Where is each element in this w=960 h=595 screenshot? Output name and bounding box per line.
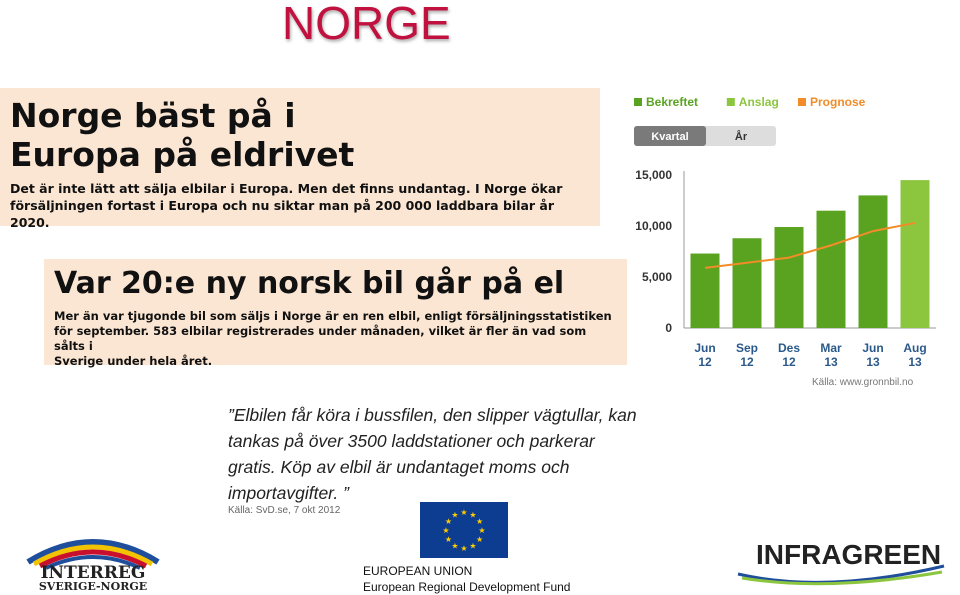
eu-star-icon: ★: [476, 517, 484, 526]
bar: [691, 254, 720, 328]
x-tick-label: Des: [777, 341, 801, 355]
legend-label: Bekreftet: [646, 95, 699, 109]
x-tick-label: 13: [824, 355, 838, 369]
y-tick-label: 15,000: [635, 168, 672, 182]
legend-swatch: [634, 98, 642, 106]
clip1-headline-1: Norge bäst på i: [10, 96, 296, 135]
x-tick-label: 12: [740, 355, 754, 369]
y-tick-label: 0: [665, 321, 672, 335]
chart-source: Källa: www.gronnbil.no: [812, 377, 914, 388]
legend-label: Anslag: [738, 95, 779, 109]
quote-source: Källa: SvD.se, 7 okt 2012: [228, 505, 341, 516]
x-tick-label: 13: [866, 355, 880, 369]
legend-swatch: [727, 98, 735, 106]
clip1-text-1: Det är inte lätt att sälja elbilar i Europa. Men det finns undantag. I Norge ökar: [10, 181, 563, 196]
eu-star-icon: ★: [476, 535, 484, 544]
bar: [901, 180, 930, 328]
sales-chart: [628, 88, 940, 388]
eu-line-1: EUROPEAN UNION: [363, 564, 473, 578]
quote-line-2: tankas på över 3500 laddstationer och parkerar: [228, 431, 595, 451]
eu-star-icon: ★: [460, 508, 468, 517]
x-tick-label: Sep: [735, 341, 759, 355]
eu-star-icon: ★: [478, 526, 486, 535]
quote-line-3: gratis. Köp av elbil är undantaget moms och: [228, 457, 570, 477]
toggle-kvartal: Kvartal: [651, 131, 689, 143]
clip2-headline: Var 20:e ny norsk bil går på el: [54, 266, 565, 301]
legend-swatch: [798, 98, 806, 106]
x-tick-label: Jun: [694, 341, 716, 355]
x-tick-label: Aug: [903, 341, 927, 355]
quote-line-4: importavgifter. ”: [228, 483, 349, 503]
bar: [733, 238, 762, 328]
eu-star-icon: ★: [442, 526, 450, 535]
interreg-logo: [18, 528, 168, 592]
y-tick-label: 5,000: [641, 270, 672, 284]
x-tick-label: 12: [782, 355, 796, 369]
quote-line-1: ”Elbilen får köra i bussfilen, den slipper vägtullar, kan: [228, 405, 637, 425]
interreg-text-1: INTERREG: [40, 563, 146, 583]
eu-star-icon: ★: [444, 535, 452, 544]
x-tick-label: Mar: [820, 341, 842, 355]
toggle-ar: År: [734, 131, 748, 143]
clip2-text-2: för september. 583 elbilar registrerades under månaden, vilket är fler än vad som sålts i: [54, 324, 587, 353]
clip1-headline-2: Europa på eldrivet: [10, 135, 355, 174]
x-tick-label: Jun: [862, 341, 884, 355]
x-tick-label: 13: [908, 355, 922, 369]
eu-line-2: European Regional Development Fund: [363, 580, 571, 594]
clip2-text-3: Sverige under hela året.: [54, 354, 213, 368]
page-title: NORGE: [282, 0, 451, 49]
eu-label: [363, 563, 570, 595]
eu-star-icon: ★: [460, 544, 468, 553]
eu-star-icon: ★: [469, 541, 477, 551]
news-clip-1: [0, 88, 600, 230]
eu-star-icon: ★: [451, 510, 459, 520]
quote: [228, 402, 698, 506]
bar: [859, 195, 888, 328]
bar: [817, 211, 846, 328]
eu-star-icon: ★: [469, 510, 477, 520]
bar: [775, 227, 804, 328]
infragreen-logo: [736, 530, 948, 590]
infragreen-text: INFRAGREEN: [756, 539, 942, 570]
news-clip-2: [44, 259, 627, 368]
eu-star-icon: ★: [444, 517, 452, 526]
clip1-text-2: försäljningen fortast i Europa och nu siktar man på 200 000 laddbara bilar år 2020.: [10, 198, 555, 230]
interreg-text-2: SVERIGE-NORGE: [38, 580, 148, 592]
sales-chart-svg: [628, 88, 940, 388]
eu-flag-icon: [420, 502, 508, 558]
clip2-text-1: Mer än var tjugonde bil som säljs i Norge är en ren elbil, enligt försäljningsstatistiken: [54, 309, 612, 323]
eu-star-icon: ★: [451, 541, 459, 551]
y-tick-label: 10,000: [635, 219, 672, 233]
legend-label: Prognose: [810, 95, 866, 109]
x-tick-label: 12: [698, 355, 712, 369]
